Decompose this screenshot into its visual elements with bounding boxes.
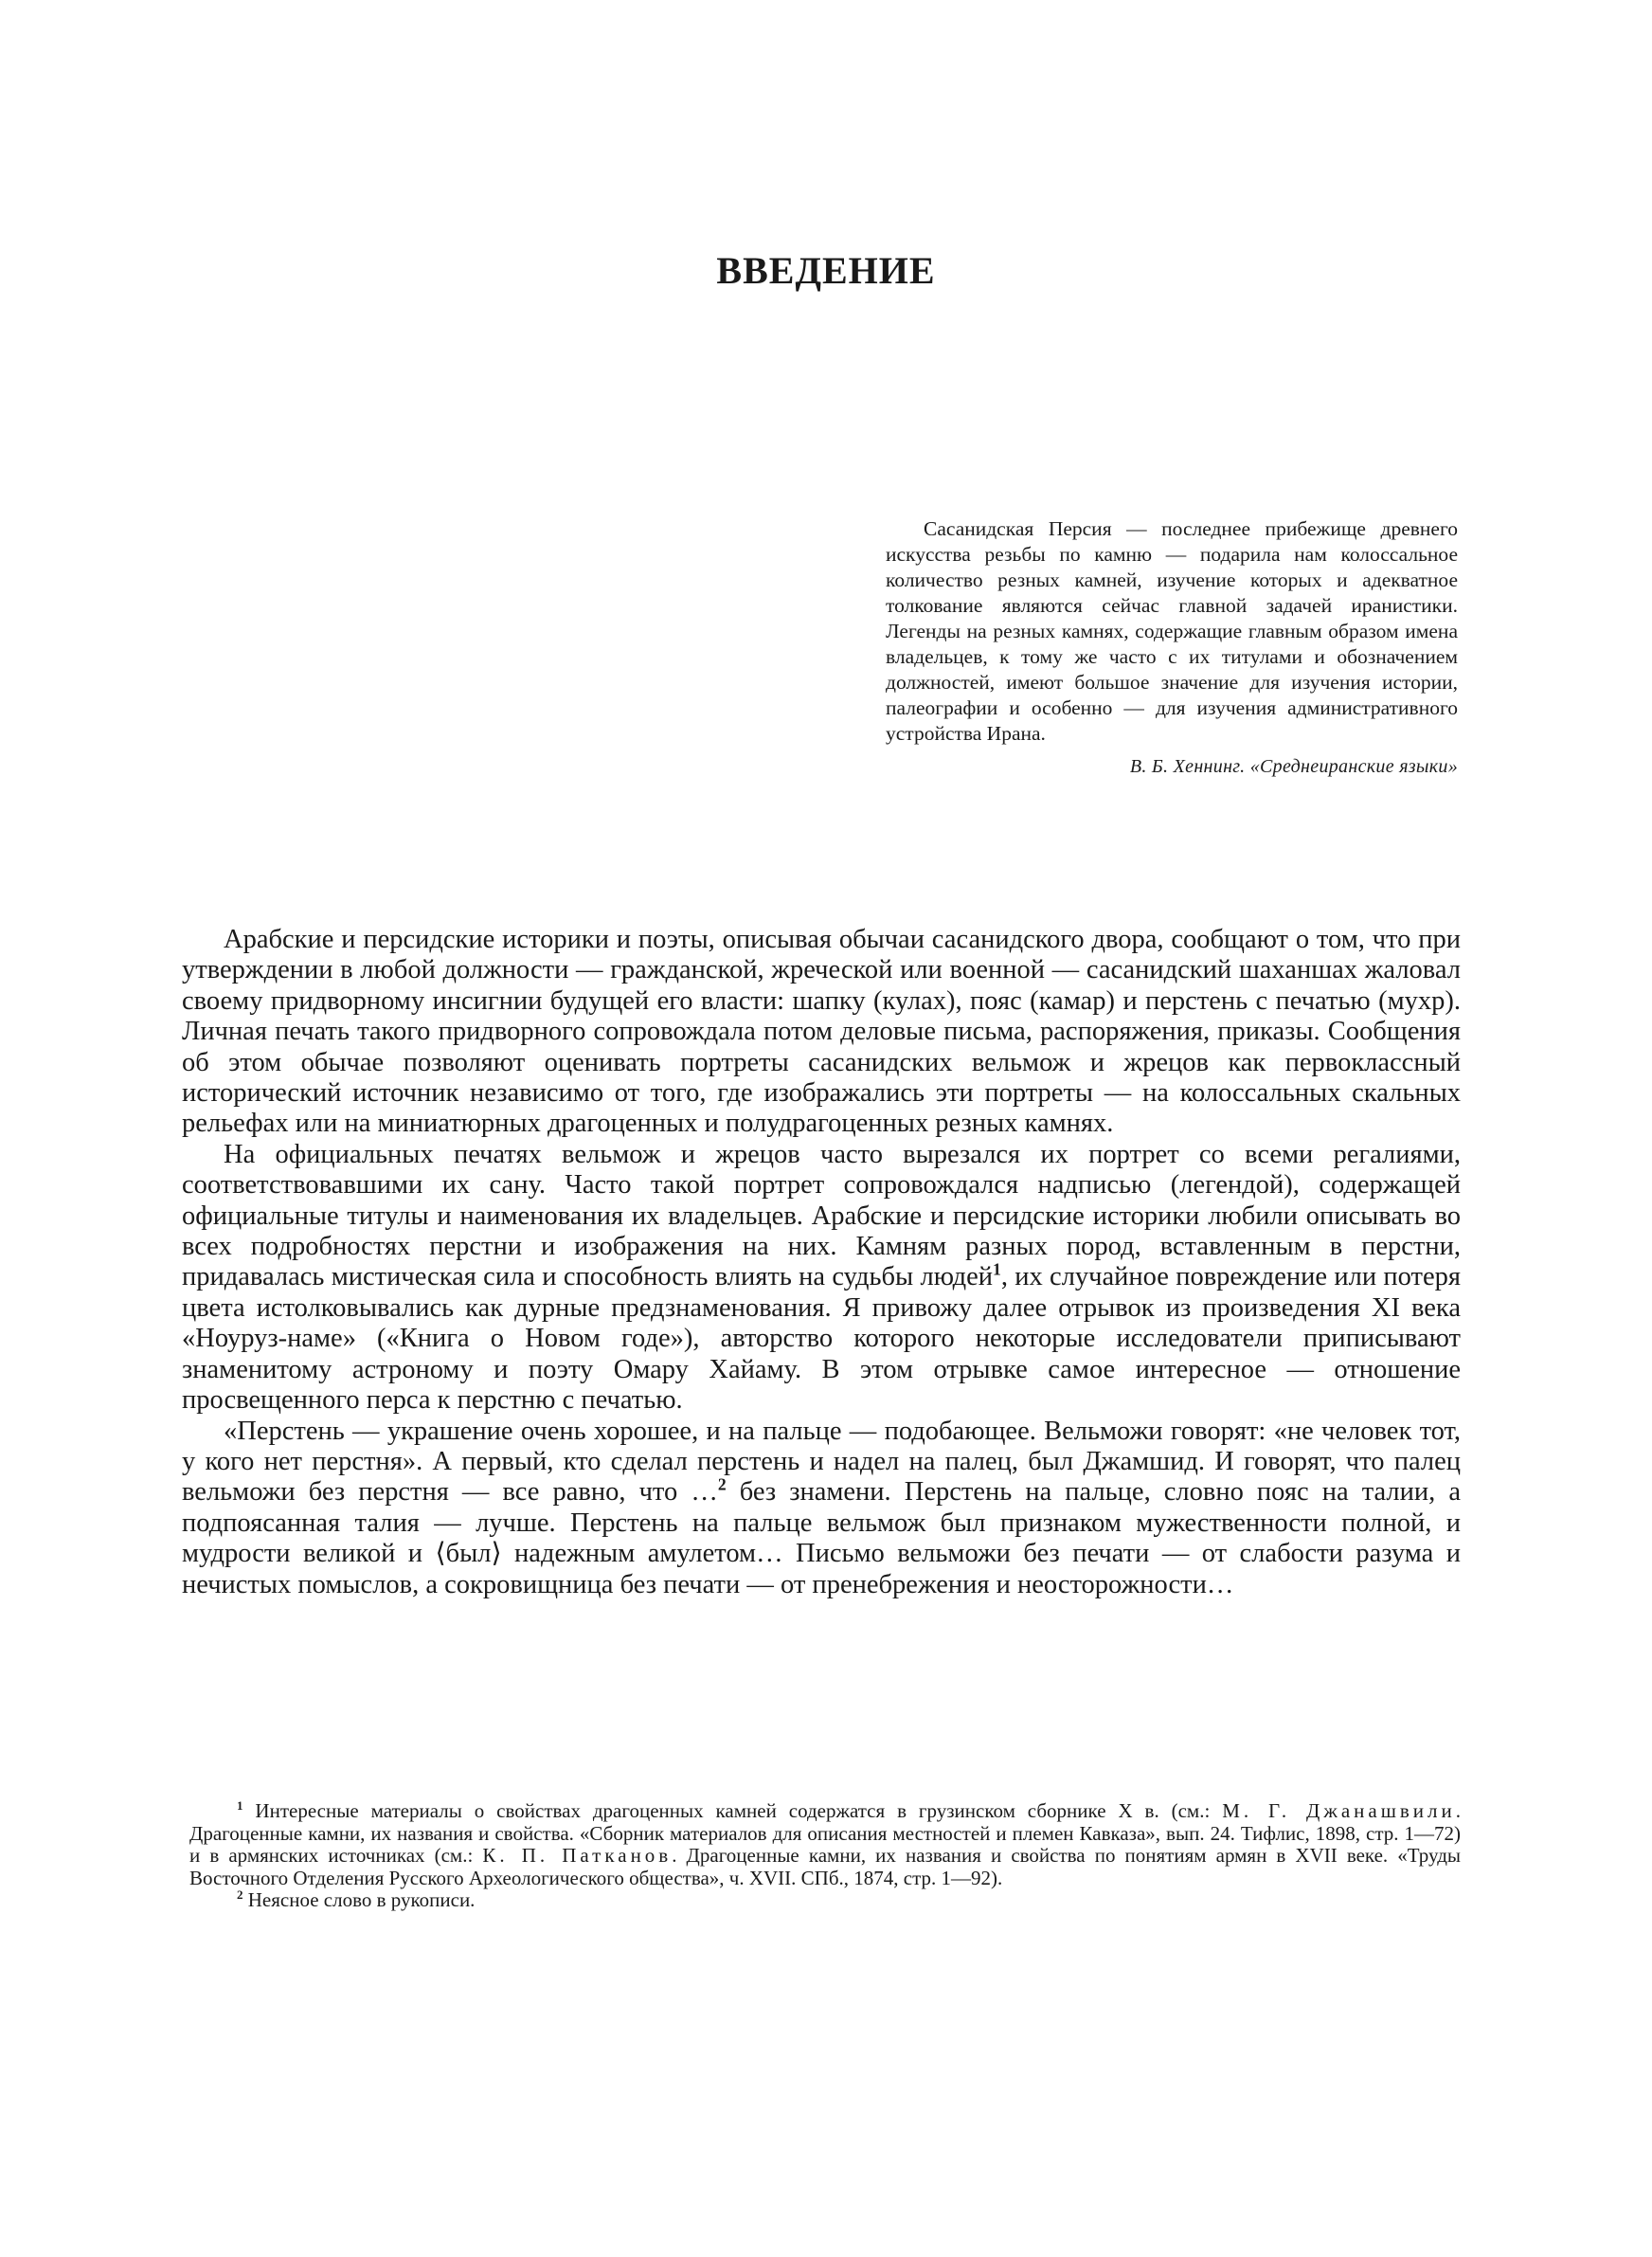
footnote-1-author-2: К. П. Патканов: [482, 1844, 673, 1867]
footnote-1-author-1: М. Г. Джанашвили: [1222, 1799, 1456, 1822]
paragraph-3: [182, 1417, 1461, 1600]
footnote-1-number: 1: [237, 1798, 243, 1813]
footnote-2: [189, 1889, 1461, 1912]
footnote-1-text-b: . Драгоценные камни, их названия и свойства. «Сборник материалов для описания местностей и племен Кавказа», вып. 24. Тифлис, 1898, стр. 1—72) и в армянских источниках (см.:: [189, 1799, 1462, 1867]
epigraph: [886, 516, 1458, 780]
page-title: ВВЕДЕНИЕ: [716, 249, 936, 292]
paragraph-1: Арабские и персидские историки и поэты, описывая обычаи сасанидского двора, сообщают о том, что при утверждении в любой должности — гражданской, жреческой или военной — сасанидский шаханшах жаловал своему придворному инсигнии будущей его власти: шапку (кулах), пояс (камар) и перстень с печатью (мухр). Личная печать такого придворного сопровождала потом деловые письма, распоряжения, приказы. Сообщения об этом обычае позволяют оценивать портреты сасанидских вельмож и жрецов как первоклассный исторический источник независимо от того, где изображались эти портреты — на колоссальных скальных рельефах или на миниатюрных драгоценных и полудрагоценных резных камнях.: [182, 925, 1461, 1139]
footnote-1-text-c: . Драгоценные камни, их названия и свойства по понятиям армян в XVII веке. «Труды Восточного Отделения Русского Археологического общества», ч. XVII. СПб., 1874, стр. 1—92).: [189, 1844, 1461, 1889]
paragraph-2-part-b: , их случайное повреждение или потеря цвета истолковывались как дурные предзнаменования. Я привожу далее отрывок из произведения XI века «Ноуруз-наме» («Книга о Новом годе»), авторство которого некоторые исследователи приписывают знаменитому астроному и поэту Омару Хайаму. В этом отрывке самое интересное — отношение просвещенного перса к перстню с печатью.: [182, 1262, 1461, 1416]
paragraph-3-part-a: «Перстень — украшение очень хорошее, и на пальце — подобающее. Вельможи говорят: «не человек тот, у кого нет перстня». А первый, кто сделал перстень и надел на палец, был Джамшид. И говорят, что палец вельможи без перстня — все равно, что …: [182, 1416, 1461, 1508]
epigraph-text: Сасанидская Персия — последнее прибежище древнего искусства резьбы по камню — подарила нам колоссальное количество резных камней, изучение которых и адекватное толкование являются сейчас главной задачей иранистики. Легенды на резных камнях, содержащие главным образом имена владельцев, к тому же часто с их титулами и обозначением должностей, имеют большое значение для изучения истории, палеографии и особенно — для изучения административного устройства Ирана.: [886, 517, 1458, 745]
epigraph-source: В. Б. Хеннинг. «Среднеиранские языки»: [1129, 756, 1458, 777]
footnote-2-number: 2: [237, 1887, 243, 1902]
footnote-1-text-a: Интересные материалы о свойствах драгоценных камней содержатся в грузинском сборнике X в. (см.:: [242, 1799, 1223, 1822]
footnote-ref-1: 1: [992, 1259, 1001, 1279]
main-text: [182, 925, 1461, 1600]
paragraph-3-part-b: без знамени. Перстень на пальце, словно пояс на талии, а подпоясанная талия — лучше. Перстень на пальце вельмож был признаком мужественности полной, и мудрости великой и ⟨был⟩ надежным амулетом… Письмо вельможи без печати — от слабости разума и нечистых помыслов, а сокровищница без печати — от пренебрежения и неосторожности…: [182, 1477, 1461, 1599]
paragraph-2: [182, 1140, 1461, 1417]
footnotes: [189, 1800, 1461, 1912]
paragraph-2-part-a: На официальных печатях вельмож и жрецов часто вырезался их портрет со всеми регалиями, соответствовавшими их сану. Часто такой портрет сопровождался надписью (легендой), содержащей официальные титулы и наименования их владельцев. Арабские и персидские историки любили описывать во всех подробностях перстни и изображения на них. Камням разных пород, вставленным в перстни, придавалась мистическая сила и способность влиять на судьбы людей: [182, 1139, 1461, 1292]
footnote-ref-2: 2: [717, 1474, 727, 1494]
footnote-2-text: Неясное слово в рукописи.: [242, 1888, 476, 1911]
footnote-1: [189, 1800, 1461, 1889]
